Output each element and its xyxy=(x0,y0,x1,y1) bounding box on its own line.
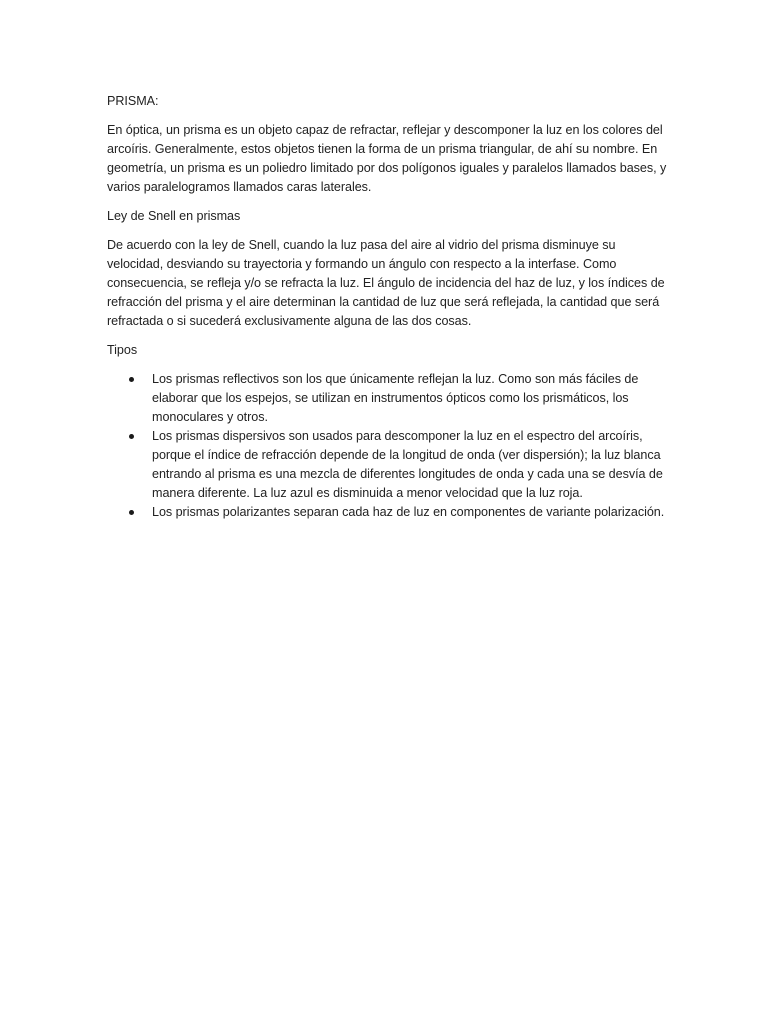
intro-paragraph: En óptica, un prisma es un objeto capaz de refractar, reflejar y descomponer la luz en los colores del arcoíris. Generalmente, estos objetos tienen la forma de un prisma triangular, de ahí su nombre. En geometría, un prisma es un poliedro limitado por dos polígonos iguales y paralelos llamados bases, y varios paralelogramos llamados caras laterales. xyxy=(107,123,667,194)
snell-heading: Ley de Snell en prismas xyxy=(107,209,241,223)
bullet-icon xyxy=(129,434,134,439)
list-item-text: Los prismas polarizantes separan cada haz de luz en componentes de variante polarización. xyxy=(152,505,665,519)
tipos-heading: Tipos xyxy=(107,343,138,357)
list-item-text: Los prismas dispersivos son usados para descomponer la luz en el espectro del arcoíris, porque el índice de refracción depende de la longitud de onda (ver dispersión); la luz blanca entrando al prisma es una mezcla de diferentes longitudes de onda y cada una se desvía de manera diferente. La luz azul es disminuida a menor velocidad que la luz roja. xyxy=(152,429,663,500)
bullet-icon xyxy=(129,377,134,382)
bullet-icon xyxy=(129,510,134,515)
document-title: PRISMA: xyxy=(107,94,159,108)
tipos-list xyxy=(107,370,668,522)
list-item xyxy=(107,427,668,503)
snell-paragraph: De acuerdo con la ley de Snell, cuando la luz pasa del aire al vidrio del prisma disminuye su velocidad, desviando su trayectoria y formando un ángulo con respecto a la interfase. Como consecuencia, se refleja y/o se refracta la luz. El ángulo de incidencia del haz de luz, y los índices de refracción del prisma y el aire determinan la cantidad de luz que será reflejada, la cantidad que será refractada o si sucederá exclusivamente alguna de las dos cosas. xyxy=(107,238,665,328)
list-item xyxy=(107,503,668,522)
list-item-text: Los prismas reflectivos son los que únicamente reflejan la luz. Como son más fáciles de elaborar que los espejos, se utilizan en instrumentos ópticos como los prismáticos, los monoculares y otros. xyxy=(152,372,639,424)
list-item xyxy=(107,370,668,427)
